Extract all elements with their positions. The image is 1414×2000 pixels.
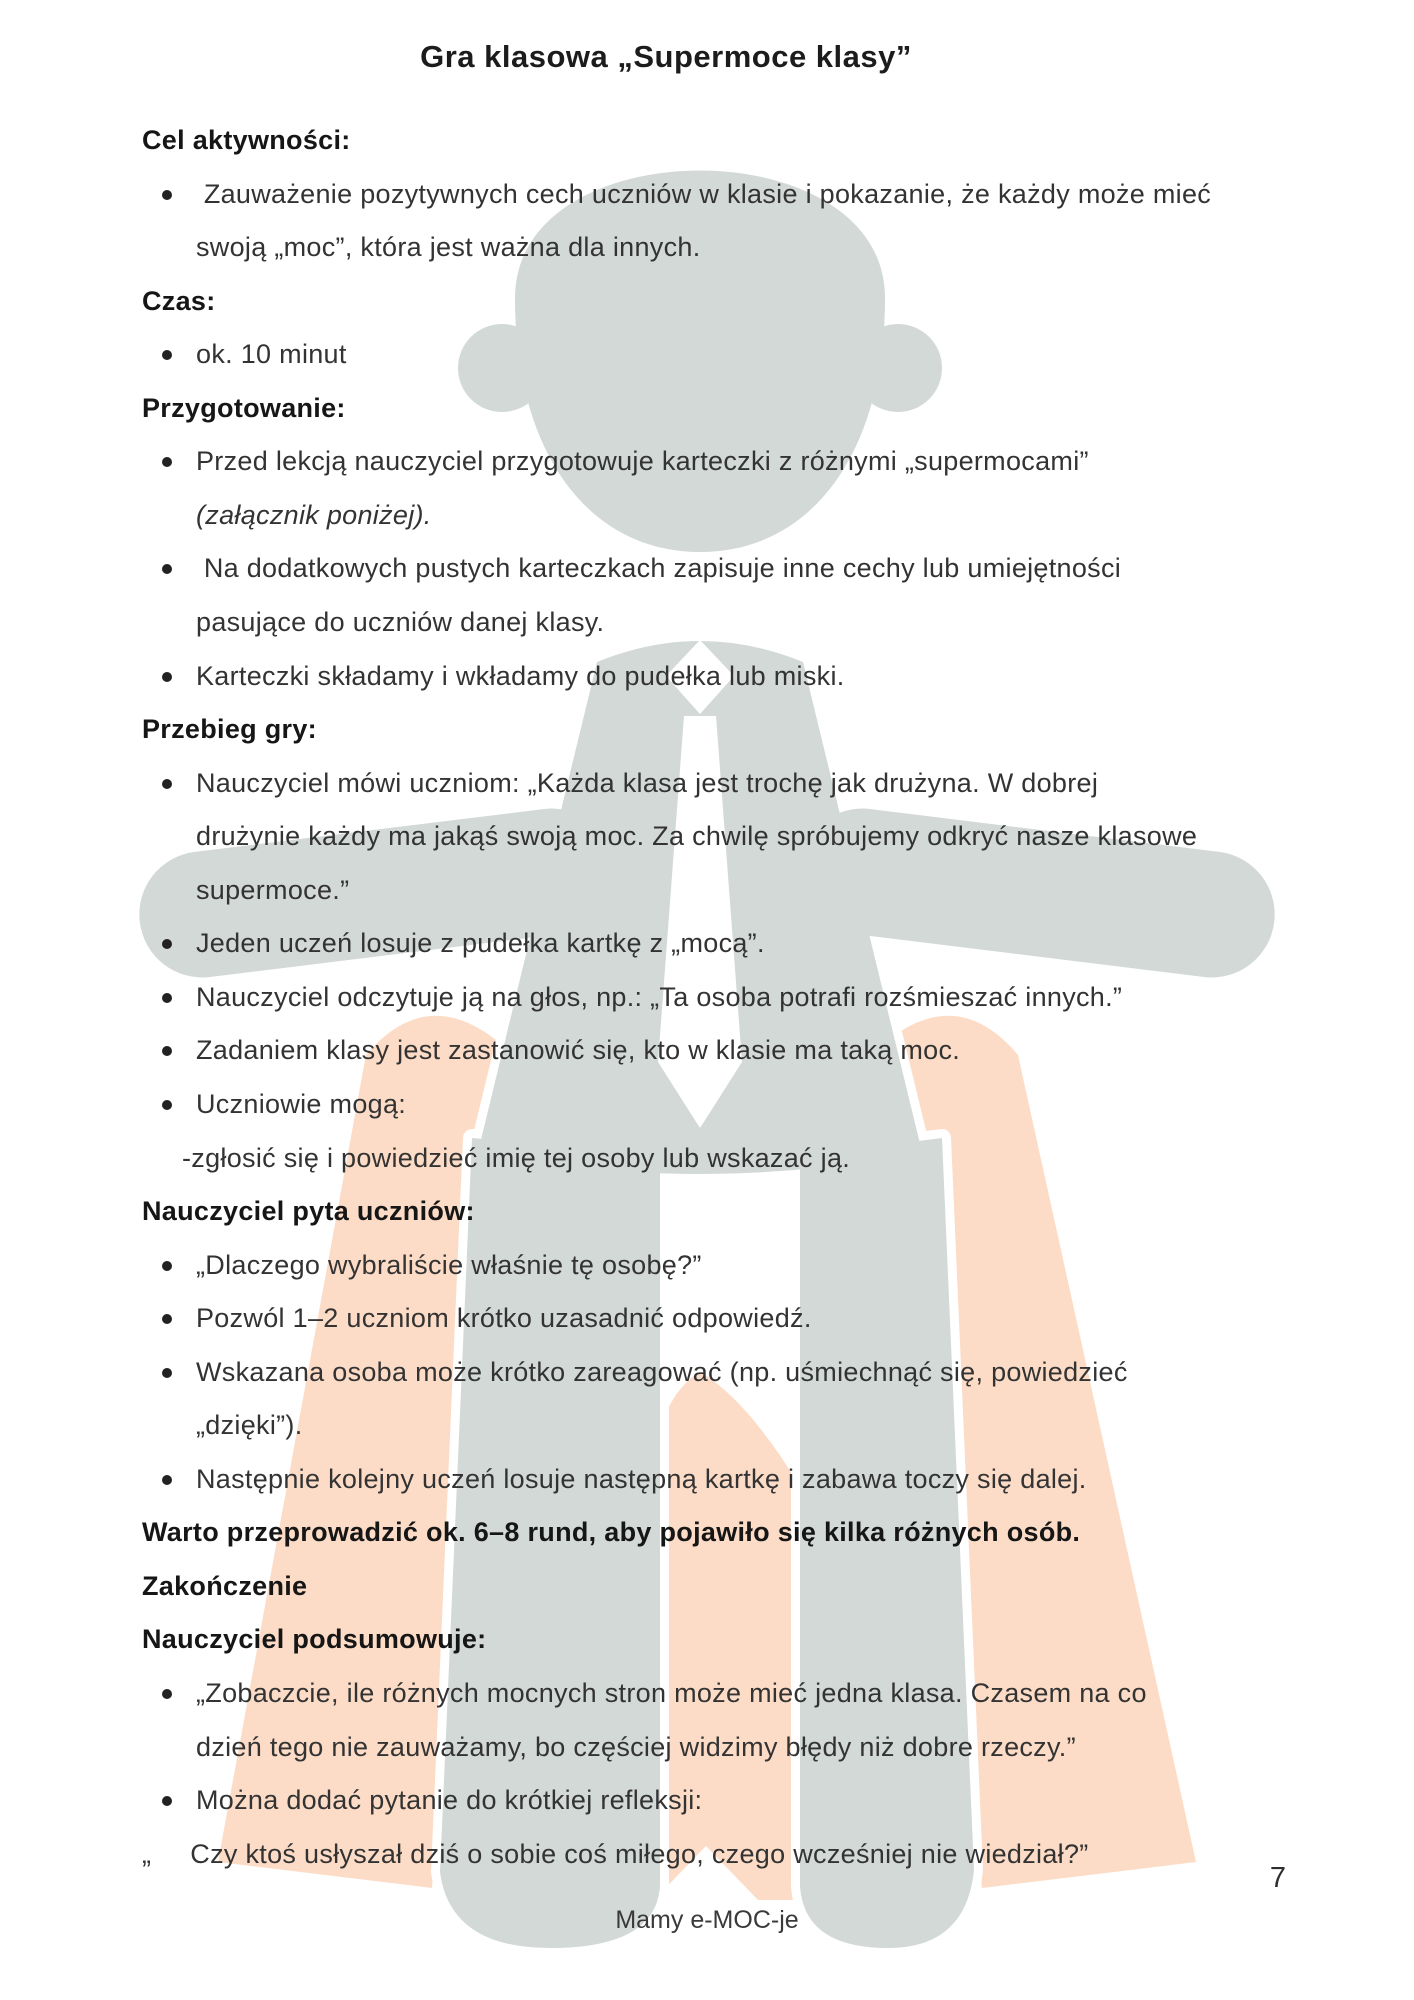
bullet-icon bbox=[162, 993, 172, 1003]
bullet-icon bbox=[162, 1796, 172, 1806]
page-title: Gra klasowa „Supermoce klasy” bbox=[420, 39, 912, 74]
bullet-item: Przed lekcją nauczyciel przygotowuje karteczki z różnymi „supermocami” bbox=[196, 434, 1089, 488]
bullet-item: „Zobaczcie, ile różnych mocnych stron może mieć jedna klasa. Czasem na co bbox=[196, 1666, 1147, 1720]
bullet-item: Na dodatkowych pustych karteczkach zapisuje inne cechy lub umiejętności bbox=[196, 541, 1121, 595]
bullet-item: Wskazana osoba może krótko zareagować (np. uśmiechnąć się, powiedzieć bbox=[196, 1345, 1128, 1399]
bullet-item: Można dodać pytanie do krótkiej refleksji: bbox=[196, 1773, 702, 1827]
heading-cel-aktywnosci: Cel aktywności: bbox=[142, 125, 351, 155]
bullet-item-continuation: dzień tego nie zauważamy, bo częściej widzimy błędy niż dobre rzeczy.” bbox=[196, 1732, 1076, 1762]
heading-czas: Czas: bbox=[142, 286, 216, 316]
sub-item-dash: -zgłosić się i powiedzieć imię tej osoby lub wskazać ją. bbox=[182, 1143, 851, 1173]
bullet-icon bbox=[162, 1314, 172, 1324]
heading-przebieg-gry: Przebieg gry: bbox=[142, 714, 317, 744]
heading-przygotowanie: Przygotowanie: bbox=[142, 393, 346, 423]
bullet-item: Następnie kolejny uczeń losuje następną kartkę i zabawa toczy się dalej. bbox=[196, 1452, 1087, 1506]
bullet-item: Nauczyciel mówi uczniom: „Każda klasa jest trochę jak drużyna. W dobrej bbox=[196, 756, 1098, 810]
bullet-item: Zauważenie pozytywnych cech uczniów w klasie i pokazanie, że każdy może mieć bbox=[196, 167, 1211, 221]
bullet-item: Jeden uczeń losuje z pudełka kartkę z „mocą”. bbox=[196, 916, 765, 970]
bullet-item-continuation: supermoce.” bbox=[196, 875, 350, 905]
bullet-icon bbox=[162, 1475, 172, 1485]
heading-warto-przeprowadzic: Warto przeprowadzić ok. 6–8 rund, aby pojawiło się kilka różnych osób. bbox=[142, 1517, 1081, 1547]
bullet-icon bbox=[162, 457, 172, 467]
bullet-icon bbox=[162, 1261, 172, 1271]
bullet-item: Nauczyciel odczytuje ją na głos, np.: „Ta osoba potrafi rozśmieszać innych.” bbox=[196, 970, 1122, 1024]
bullet-icon bbox=[162, 190, 172, 200]
bullet-icon bbox=[162, 1046, 172, 1056]
bullet-item-continuation: swoją „moc”, która jest ważna dla innych. bbox=[196, 232, 701, 262]
bullet-icon bbox=[162, 350, 172, 360]
bullet-item: „Dlaczego wybraliście właśnie tę osobę?” bbox=[196, 1238, 702, 1292]
heading-nauczyciel-podsumowuje: Nauczyciel podsumowuje: bbox=[142, 1624, 487, 1654]
bullet-item-continuation: drużynie każdy ma jakąś swoją moc. Za chwilę spróbujemy odkryć nasze klasowe bbox=[196, 821, 1198, 851]
bullet-item: Pozwól 1–2 uczniom krótko uzasadnić odpowiedź. bbox=[196, 1291, 812, 1345]
page-number: 7 bbox=[1269, 1862, 1287, 1894]
bullet-icon bbox=[162, 1100, 172, 1110]
bullet-item: Karteczki składamy i wkładamy do pudełka lub miski. bbox=[196, 649, 845, 703]
quote-reflection-line: „ Czy ktoś usłyszał dziś o sobie coś miłego, czego wcześniej nie wiedział?” bbox=[142, 1839, 1089, 1869]
bullet-item-continuation: „dzięki”). bbox=[196, 1410, 303, 1440]
bullet-item-continuation-italic: (załącznik poniżej). bbox=[196, 500, 432, 530]
bullet-icon bbox=[162, 779, 172, 789]
bullet-icon bbox=[162, 672, 172, 682]
bullet-icon bbox=[162, 564, 172, 574]
heading-zakonczenie: Zakończenie bbox=[142, 1571, 308, 1601]
bullet-icon bbox=[162, 939, 172, 949]
bullet-item: Uczniowie mogą: bbox=[196, 1077, 406, 1131]
footer-text: Mamy e-MOC-je bbox=[615, 1906, 799, 1934]
bullet-item: ok. 10 minut bbox=[196, 327, 347, 381]
bullet-item: Zadaniem klasy jest zastanowić się, kto w klasie ma taką moc. bbox=[196, 1023, 960, 1077]
bullet-item-continuation: pasujące do uczniów danej klasy. bbox=[196, 607, 605, 637]
bullet-icon bbox=[162, 1368, 172, 1378]
bullet-icon bbox=[162, 1689, 172, 1699]
heading-nauczyciel-pyta: Nauczyciel pyta uczniów: bbox=[142, 1196, 475, 1226]
